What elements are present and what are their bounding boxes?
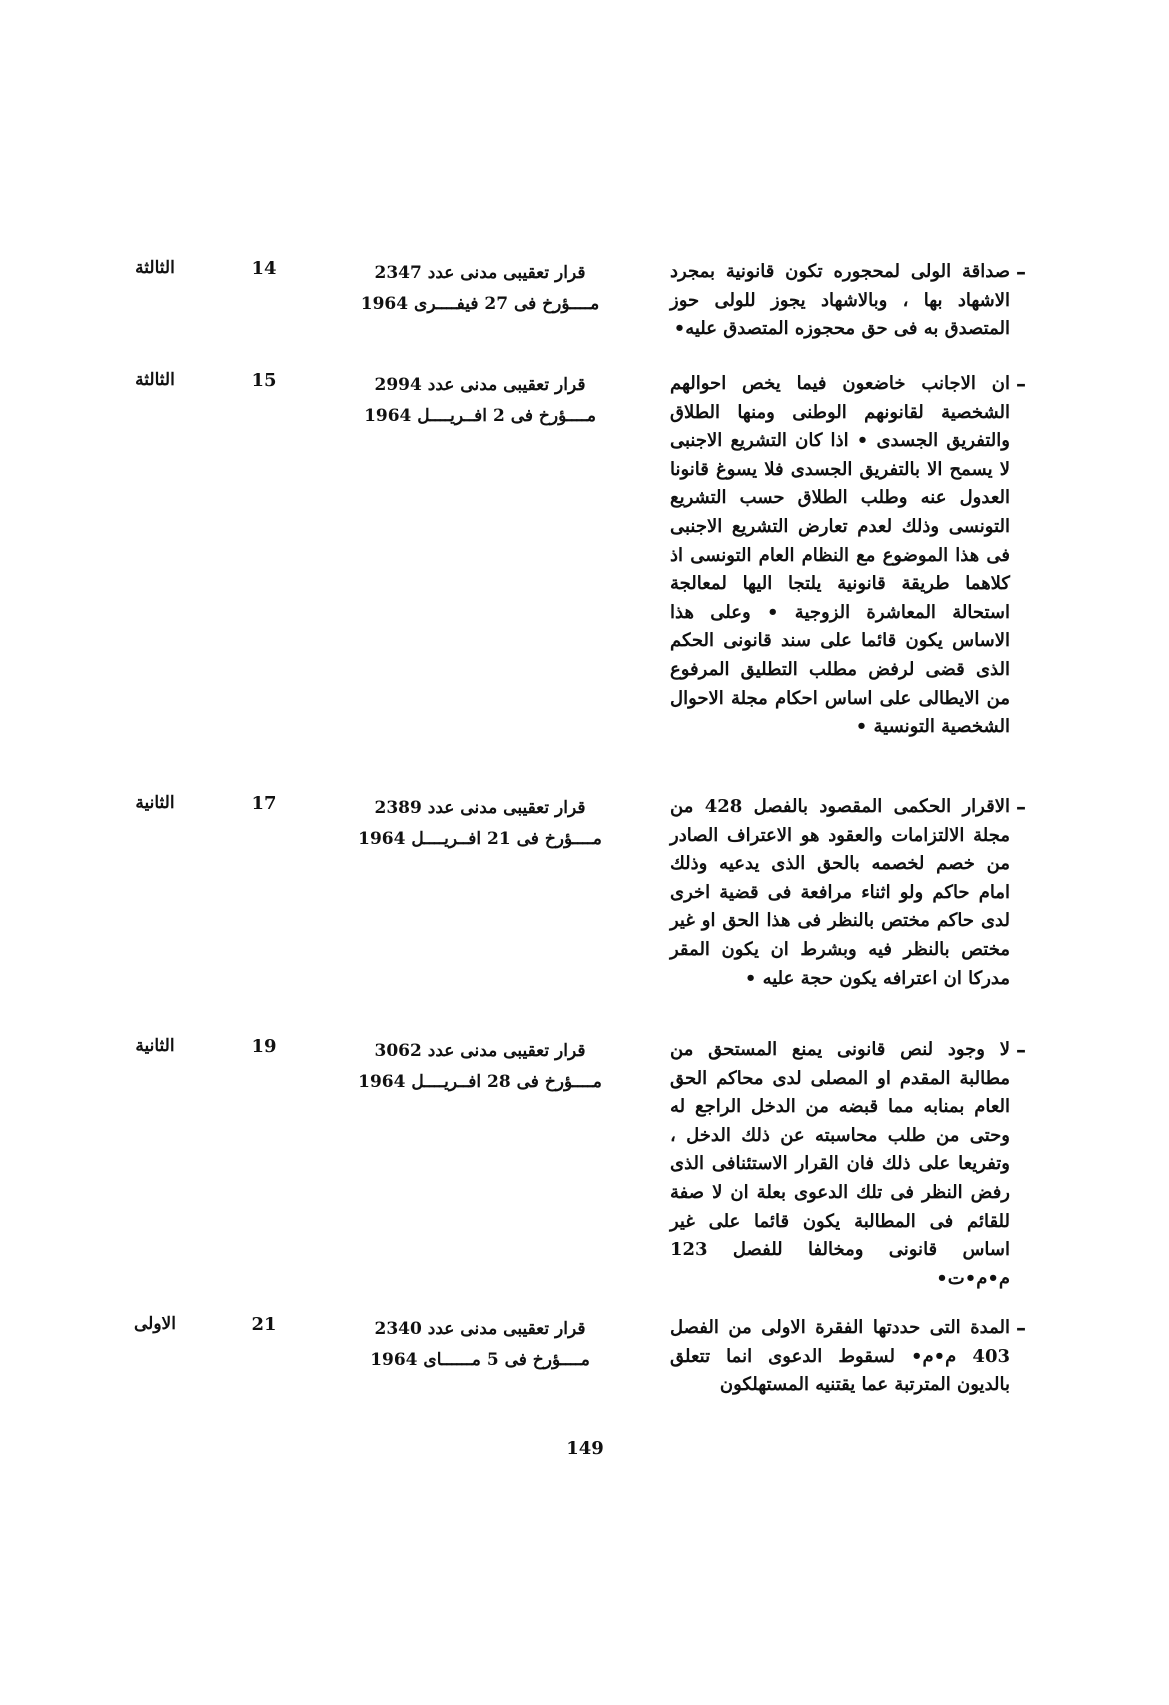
decision-number: قرار تعقيبى مدنى عدد 2340 [374, 1319, 586, 1339]
decision-number: قرار تعقيبى مدنى عدد 2347 [374, 263, 586, 283]
decision-date: مــــؤرخ فى 5 مــــــاى 1964 [370, 1350, 590, 1370]
chamber-label: الثانية [135, 1036, 175, 1056]
page-reference: 21 [251, 1314, 277, 1335]
decision-reference [330, 1036, 630, 1098]
decision-reference [330, 258, 630, 320]
list-bullet: – [1016, 372, 1026, 396]
chamber-label: الثالثة [135, 258, 175, 278]
decision-date: مــــؤرخ فى 27 فيفــــرى 1964 [360, 294, 600, 314]
decision-reference [330, 370, 630, 432]
decision-number: قرار تعقيبى مدنى عدد 2389 [374, 798, 586, 818]
chamber-label: الثانية [135, 793, 175, 813]
page-reference: 15 [251, 370, 277, 391]
list-bullet: – [1016, 1038, 1026, 1062]
ruling-summary: الاقرار الحكمى المقصود بالفصل 428 من مجلة الالتزامات والعقود هو الاعتراف الصادر من خصم لخصمه بالحق الذى يدعيه وذلك امام حاكم ولو اثناء مرافعة فى قضية اخرى لدى حاكم مختص بالنظر فى هذا الحق او غير مختص بالنظر فيه وبشرط ان يكون المقر مدركا ان اعترافه يكون حجة عليه • [670, 796, 1010, 989]
list-bullet: – [1016, 260, 1026, 284]
list-bullet: – [1016, 1316, 1026, 1340]
chamber-label: الثالثة [135, 370, 175, 390]
ruling-summary: ان الاجانب خاضعون فيما يخص احوالهم الشخصية لقانونهم الوطنى ومنها الطلاق والتفريق الجسدى • اذا كان التشريع الاجنبى لا يسمح الا بالتفريق الجسدى فلا يسوغ قانونا العدول عنه وطلب الطلاق حسب التشريع التونسى وذلك لعدم تعارض التشريع الاجنبى فى هذا الموضوع مع النظام العام التونسى اذ كلاهما طريقة قانونية يلتجا اليها لمعالجة استحالة المعاشرة الزوجية • وعلى هذا الاساس يكون قائما على سند قانونى الحكم الذى قضى لرفض مطلب التطليق المرفوع من الايطالى على اساس احكام مجلة الاحوال الشخصية التونسية • [670, 373, 1010, 738]
page-number: 149 [566, 1438, 604, 1459]
decision-number: قرار تعقيبى مدنى عدد 3062 [374, 1041, 586, 1061]
ruling-summary: المدة التى حددتها الفقرة الاولى من الفصل 403 م•م• لسقوط الدعوى انما تتعلق بالديون المترتبة عما يقتنيه المستهلكون [670, 1317, 1010, 1396]
decision-date: مــــؤرخ فى 21 افــريــــل 1964 [358, 829, 602, 849]
page-reference: 19 [251, 1036, 277, 1057]
decision-reference [330, 1314, 630, 1376]
decision-number: قرار تعقيبى مدنى عدد 2994 [374, 375, 586, 395]
ruling-summary: لا وجود لنص قانونى يمنع المستحق من مطالبة المقدم او المصلى لدى محاكم الحق العام بمنابه مما قبضه من الدخل الراجع له وحتى من طلب محاسبته عن ذلك الدخل ، وتفريعا على ذلك فان القرار الاستئنافى الذى رفض النظر فى تلك الدعوى بعلة ان لا صفة للقائم فى المطالبة يكون قائما على غير اساس قانونى ومخالفا للفصل 123 م•م•ت• [670, 1039, 1010, 1289]
decision-reference [330, 793, 630, 855]
ruling-summary: صداقة الولى لمحجوره تكون قانونية بمجرد الاشهاد بها ، وبالاشهاد يجوز للولى حوز المتصدق به فى حق محجوزه المتصدق عليه• [670, 261, 1010, 340]
chamber-label: الاولى [134, 1314, 176, 1334]
page-reference: 17 [251, 793, 277, 814]
decision-date: مــــؤرخ فى 28 افــريــــل 1964 [358, 1072, 602, 1092]
page-reference: 14 [251, 258, 277, 279]
list-bullet: – [1016, 795, 1026, 819]
decision-date: مــــؤرخ فى 2 افــريــــل 1964 [364, 406, 596, 426]
